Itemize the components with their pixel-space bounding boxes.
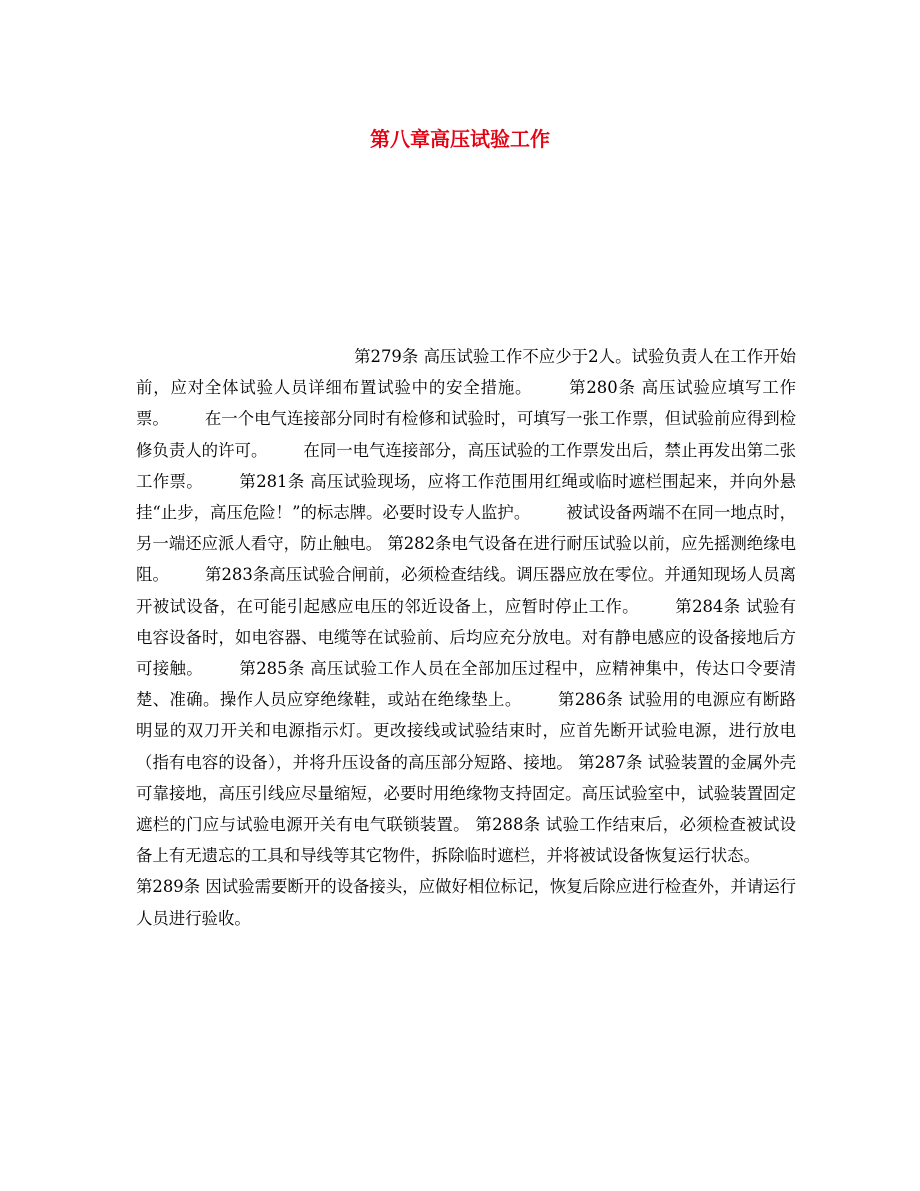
article-284: 第284条 试验有电容设备时，如电容器、电缆等在试验前、后均应充分放电。对有静电感应的设备接地后方可接触。 bbox=[136, 596, 797, 679]
article-283: 第283条高压试验合闸前，必须检查结线。调压器应放在零位。并通知现场人员离开被试设备，在可能引起感应电压的邻近设备上，应暂时停止工作。 bbox=[136, 565, 796, 616]
page-title: 第八章高压试验工作 bbox=[370, 127, 550, 151]
article-281-clause-2: 被试设备两端不在同一地点时，另一端还应派人看守，防止触电。 bbox=[136, 503, 796, 554]
article-289: 第289条 因试验需要断开的设备接头，应做好相位标记，恢复后除应进行检查外，并请运行人员进行验收。 bbox=[136, 877, 796, 928]
article-281: 第281条 高压试验现场，应将工作范围用红绳或临时遮栏围起来，并向外悬挂“止步，高压危险！”的标志牌。必要时设专人监护。 bbox=[136, 471, 796, 523]
body-paragraph bbox=[136, 341, 796, 934]
article-280: 第280条 高压试验应填写工作票。 bbox=[136, 378, 797, 429]
article-285: 第285条 高压试验工作人员在全部加压过程中，应精神集中，传达口令要清楚、准确。操作人员应穿绝缘鞋，或站在绝缘垫上。 bbox=[136, 659, 796, 710]
article-280-clause-2: 在一个电气连接部分同时有检修和试验时，可填写一张工作票，但试验前应得到检修负责人的许可。 bbox=[136, 409, 796, 460]
article-288: 第288条 试验工作结束后，必须检查被试设备上有无遗忘的工具和导线等其它物件，拆除临时遮栏，并将被试设备恢复运行状态。 bbox=[136, 815, 796, 866]
article-286: 第286条 试验用的电源应有断路明显的双刀开关和电源指示灯。更改接线或试验结束时，应首先断开试验电源，进行放电（指有电容的设备），并将升压设备的高压部分短路、接地。 bbox=[136, 690, 797, 772]
article-280-clause-3: 在同一电气连接部分，高压试验的工作票发出后，禁止再发出第二张工作票。 bbox=[136, 440, 797, 491]
article-282: 第282条电气设备在进行耐压试验以前，应先摇测绝缘电阻。 bbox=[136, 534, 796, 585]
article-287: 第287条 试验装置的金属外壳可靠接地，高压引线应尽量缩短，必要时用绝缘物支持固定。高压试验室中，试验装置固定遮栏的门应与试验电源开关有电气联锁装置。 bbox=[136, 752, 796, 835]
article-279: 第279条 高压试验工作不应少于2人。试验负责人在工作开始前，应对全体试验人员详细布置试验中的安全措施。 bbox=[136, 347, 796, 398]
